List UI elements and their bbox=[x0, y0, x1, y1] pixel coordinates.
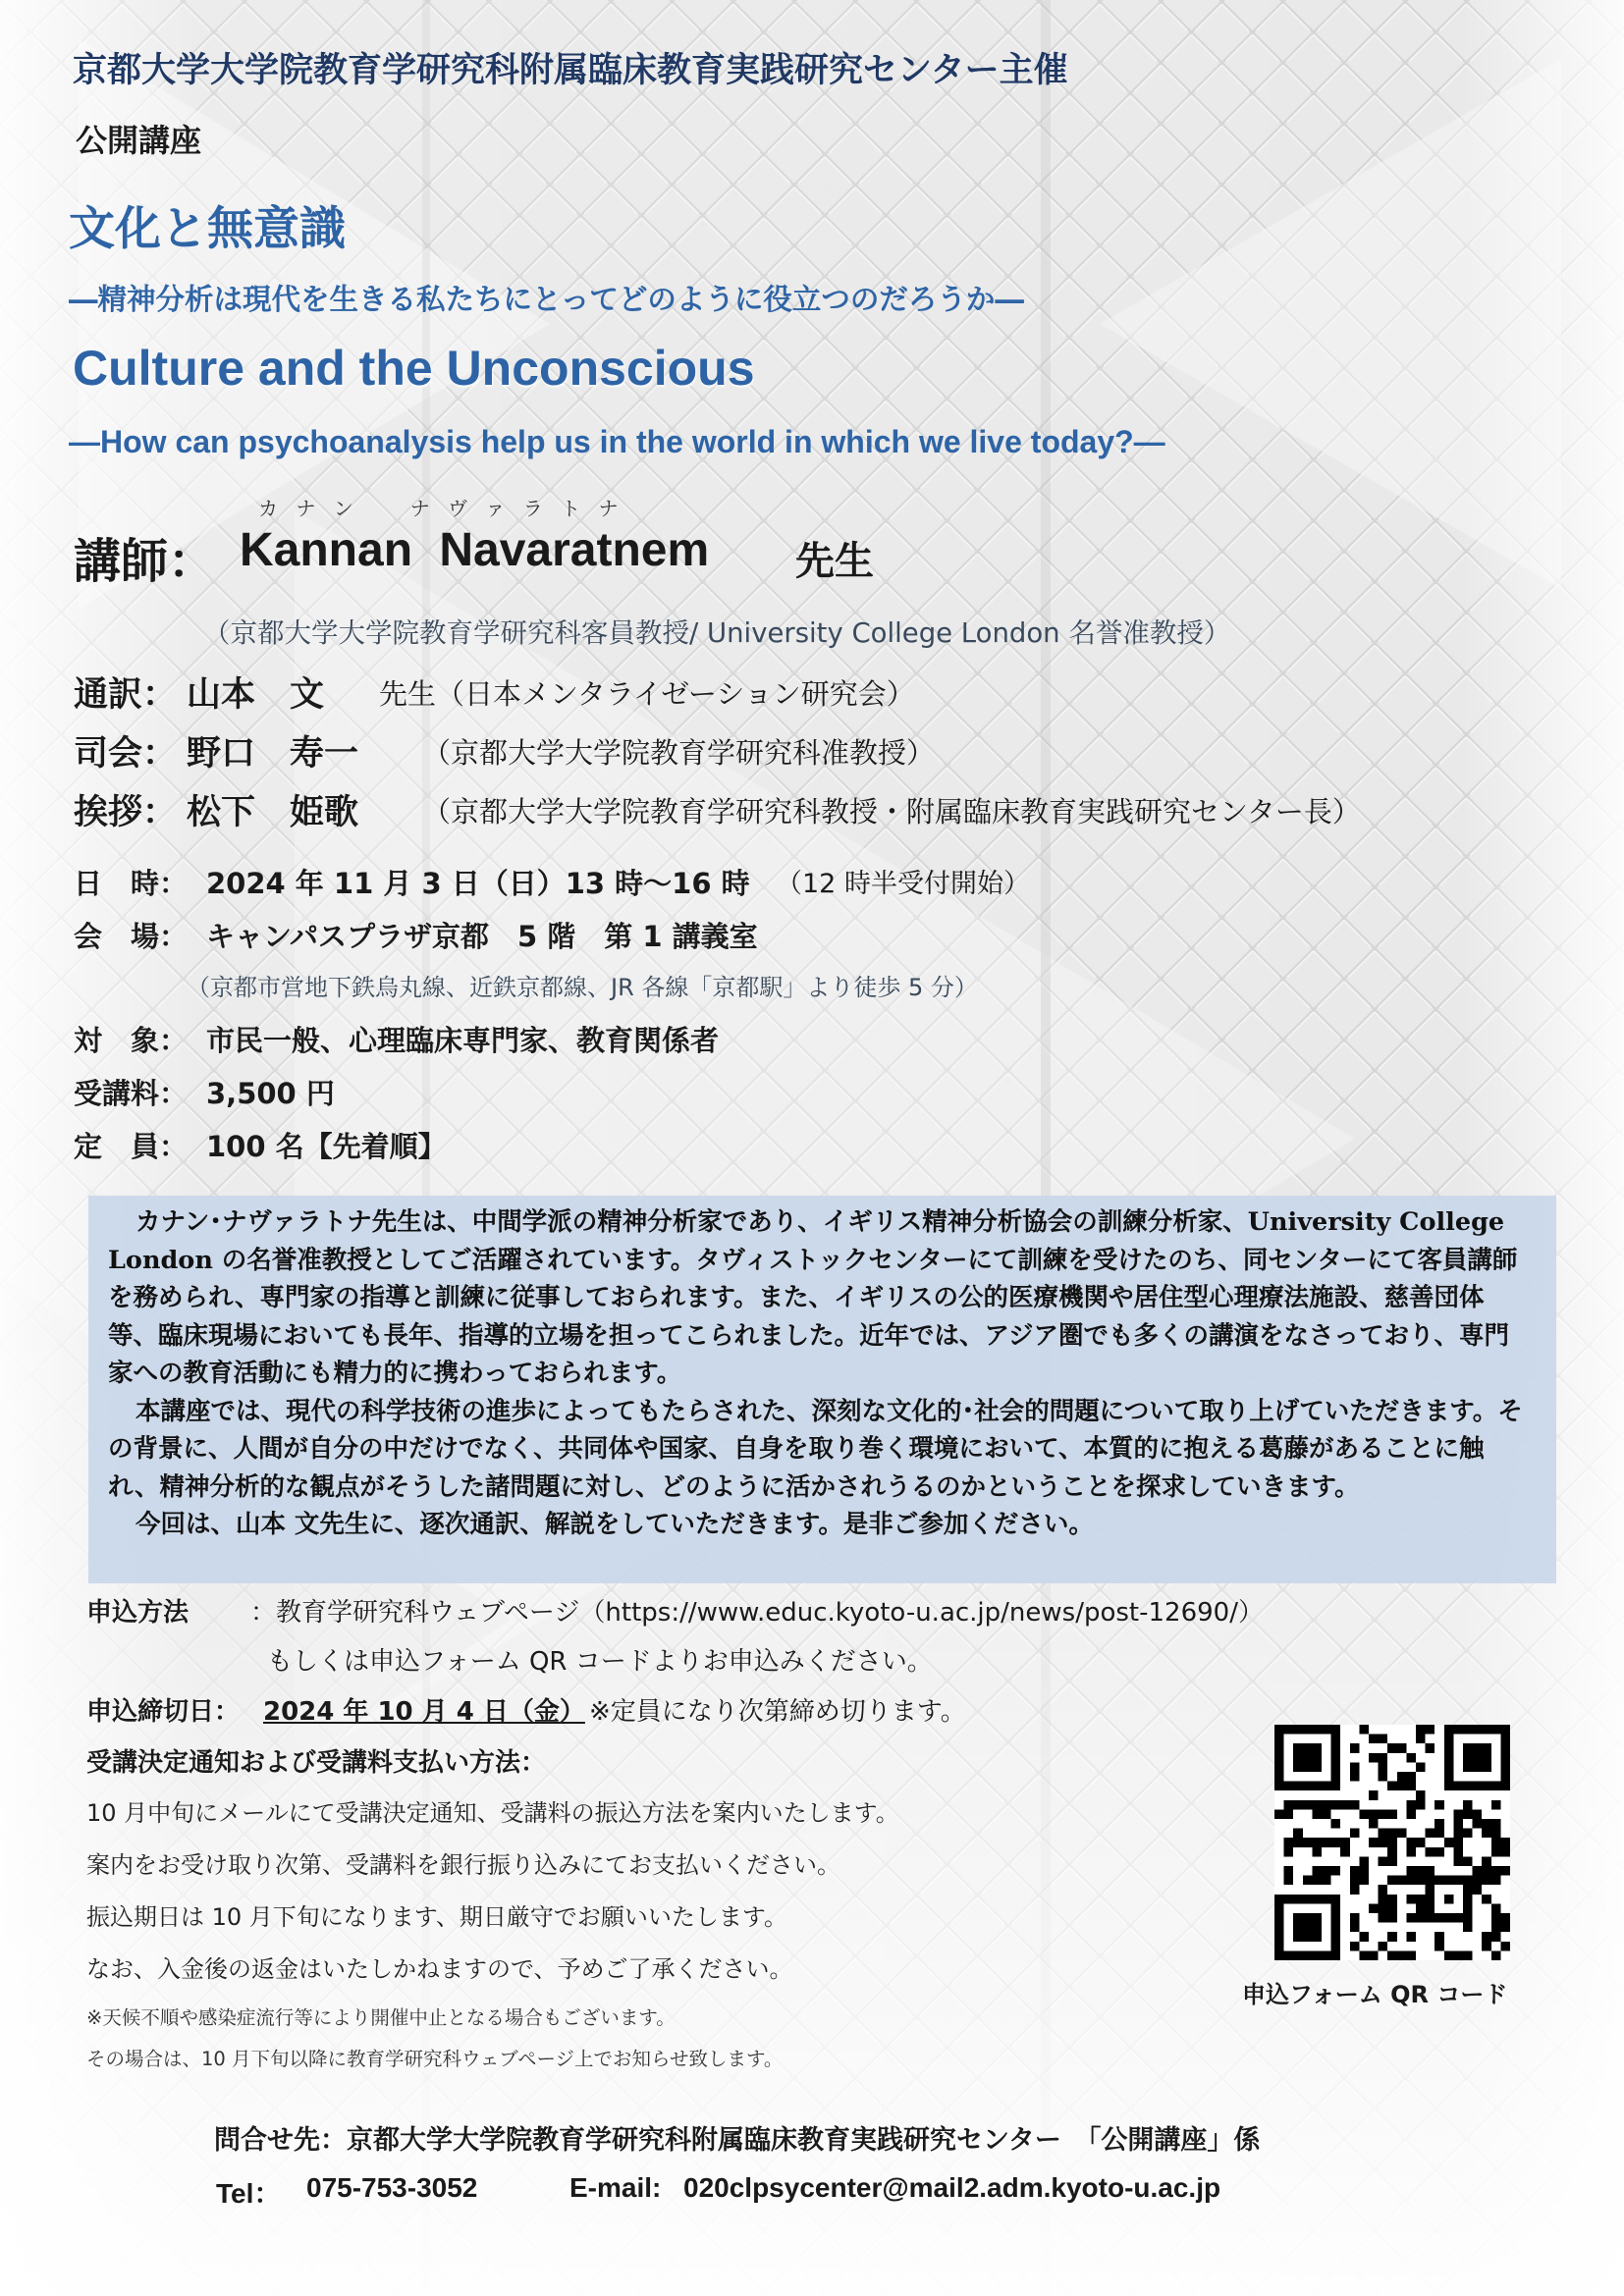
lecturer-affiliation: （京都大学大学院教育学研究科客員教授/ University College London 名誉准教授） bbox=[203, 617, 1231, 649]
lecturer-label: 講師： bbox=[74, 534, 216, 589]
qr-caption: 申込フォーム QR コード bbox=[1242, 1981, 1508, 2008]
subtitle-japanese: ―精神分析は現代を生きる私たちにとってどのように役立つのだろうか― bbox=[69, 283, 1024, 316]
deadline-label: 申込締切日： bbox=[86, 1697, 241, 1727]
contact-tel-label: Tel： bbox=[216, 2178, 282, 2209]
title-japanese: 文化と無意識 bbox=[69, 202, 346, 256]
title-english: Culture and the Unconscious bbox=[73, 341, 755, 396]
cancellation-note: その場合は、10 月下旬以降に教育学研究科ウェブページ上でお知らせ致します。 bbox=[86, 2048, 784, 2070]
capacity-value: 100 名【先着順】 bbox=[206, 1130, 447, 1163]
target-label: 対 象： bbox=[74, 1024, 189, 1057]
payment-line: なお、入金後の返金はいたしかねますので、予めご了承ください。 bbox=[86, 1955, 793, 1983]
contact-email-value[interactable]: 020clpsycenter@mail2.adm.kyoto-u.ac.jp bbox=[683, 2172, 1221, 2203]
greeting-name: 松下 姫歌 bbox=[187, 793, 359, 832]
contact-tel-value[interactable]: 075-753-3052 bbox=[306, 2172, 478, 2203]
interpreter-note: 先生（日本メンタライゼーション研究会） bbox=[379, 677, 915, 711]
about-paragraph-interpretation: 今回は、山本 文先生に、逐次通訳、解説をしていただきます。是非ご参加ください。 bbox=[135, 1510, 1094, 1539]
application-method-label: 申込方法 bbox=[86, 1598, 189, 1628]
moderator-label: 司会： bbox=[74, 734, 178, 774]
contact-line: 問合せ先：京都大学大学院教育学研究科附属臨床教育実践研究センター 「公開講座」係 bbox=[214, 2125, 1261, 2156]
lecturer-name: Kannan Navaratnem bbox=[240, 524, 710, 576]
deadline-note: ※定員になり次第締め切ります。 bbox=[589, 1697, 966, 1727]
about-text bbox=[108, 1203, 1532, 1544]
payment-line: 案内をお受け取り次第、受講料を銀行振り込みにてお支払いください。 bbox=[86, 1851, 840, 1879]
date-note: （12 時半受付開始） bbox=[776, 869, 1030, 899]
payment-line: 振込期日は 10 月下旬になります、期日厳守でお願いいたします。 bbox=[86, 1903, 787, 1931]
lecturer-honorific: 先生 bbox=[795, 539, 874, 584]
venue-label: 会 場： bbox=[74, 920, 189, 953]
date-value: 2024 年 11 月 3 日（日）13 時～16 時 bbox=[206, 867, 750, 900]
target-value: 市民一般、心理臨床専門家、教育関係者 bbox=[206, 1024, 720, 1057]
qr-code-icon bbox=[1274, 1725, 1510, 1960]
date-label: 日 時： bbox=[74, 867, 189, 900]
application-method-line2: もしくは申込フォーム QR コードよりお申込みください。 bbox=[267, 1647, 933, 1677]
course-category: 公開講座 bbox=[76, 122, 202, 159]
about-paragraph-course: 本講座では、現代の科学技術の進歩によってもたらされた、深刻な文化的･社会的問題について取り上げていただきます。その背景に、人間が自分の中だけでなく、共同体や国家、自身を取り巻く環境において、本質的に抱える葛藤があることに触れ、精神分析的な観点がそうした諸問題に対し、どのように活かされうるのかということを探求していきます。 bbox=[108, 1396, 1523, 1502]
application-qr-code[interactable] bbox=[1274, 1725, 1510, 1960]
subtitle-english: ―How can psychoanalysis help us in the world in which we live today?― bbox=[69, 424, 1165, 459]
fee-value: 3,500 円 bbox=[206, 1077, 335, 1110]
interpreter-label: 通訳： bbox=[74, 675, 178, 715]
organizer-line: 京都大学大学院教育学研究科附属臨床教育実践研究センター主催 bbox=[73, 51, 1068, 90]
interpreter-name: 山本 文 bbox=[187, 675, 325, 715]
venue-access: （京都市営地下鉄烏丸線、近鉄京都線、JR 各線「京都駅」より徒歩 5 分） bbox=[187, 974, 978, 1001]
deadline-value: 2024 年 10 月 4 日（金） bbox=[263, 1697, 585, 1727]
fee-label: 受講料： bbox=[74, 1077, 189, 1110]
greeting-label: 挨拶： bbox=[74, 793, 178, 832]
cancellation-note: ※天候不順や感染症流行等により開催中止となる場合もございます。 bbox=[86, 2006, 676, 2029]
venue-value: キャンパスプラザ京都 5 階 第 1 講義室 bbox=[206, 920, 758, 953]
moderator-note: （京都大学大学院教育学研究科准教授） bbox=[422, 736, 936, 770]
payment-heading: 受講決定通知および受講料支払い方法： bbox=[86, 1748, 547, 1778]
greeting-note: （京都大学大学院教育学研究科教授・附属臨床教育実践研究センター長） bbox=[422, 795, 1361, 828]
moderator-name: 野口 寿一 bbox=[187, 734, 359, 774]
about-paragraph-lecturer: カナン･ナヴァラトナ先生は、中間学派の精神分析家であり、イギリス精神分析協会の訓練分析家、University College London の名誉准教授としてご活躍されています。タヴィストックセンターにて訓練を受けたのち、同センターにて客員講師を務められ、専門家の指導と訓練に従事しておられます。また、イギリスの公的医療機関や居住型心理療法施設、慈善団体等、臨床現場においても長年、指導的立場を担ってこられました。近年では、アジア圏でも多くの講演をなさっており、専門家への教育活動にも精力的に携わっておられます。 bbox=[108, 1207, 1518, 1388]
contact-email-label: E-mail: bbox=[569, 2172, 662, 2203]
application-method-line1: ：教育学研究科ウェブページ（https://www.educ.kyoto-u.ac.jp/news/post-12690/） bbox=[250, 1598, 1264, 1628]
capacity-label: 定 員： bbox=[74, 1130, 189, 1163]
payment-line: 10 月中旬にメールにて受講決定通知、受講料の振込方法を案内いたします。 bbox=[86, 1799, 899, 1827]
lecturer-ruby: カ ナ ン ナ ヴ ァ ラ ト ナ bbox=[258, 497, 624, 520]
